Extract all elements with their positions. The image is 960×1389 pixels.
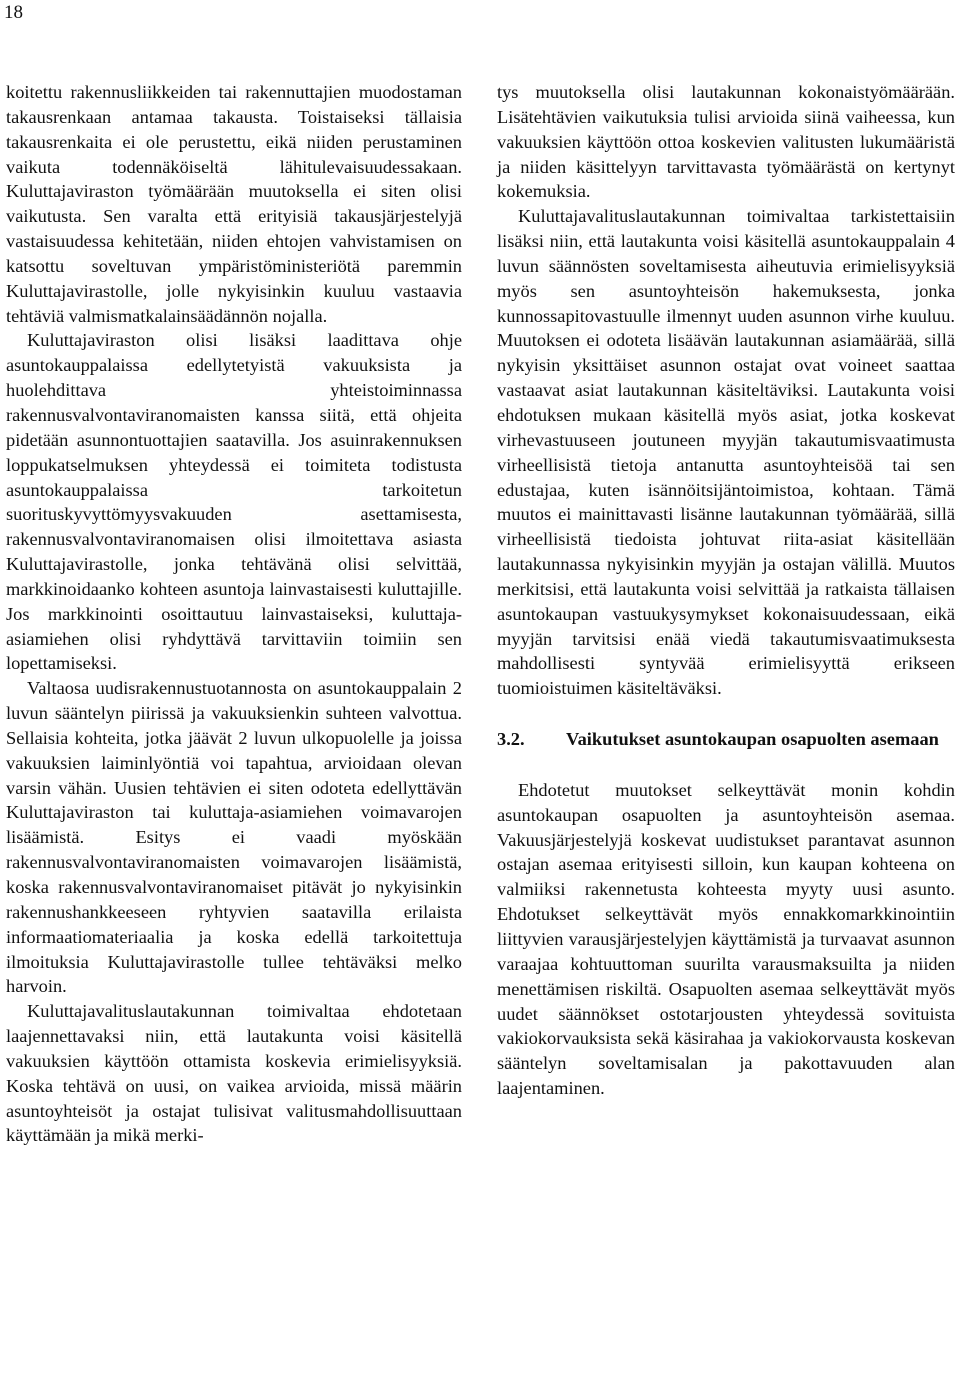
right-paragraph-3: Ehdotetut muutokset selkeyttävät monin kohdin asuntokaupan osapuolten ja asuntoyhteisön asemaa. Vakuusjärjestelyjä koskevat uudistukset parantavat asunnon ostajan asemaa erityisesti silloin, kun kaupan kohteena on valmiiksi rakennetusta kohteesta myyty uusi asunto. Ehdotukset selkeyttävät myös ennakkomarkkinointiin liittyvien varausjärjestelyjen käyttämistä ja turvaavat asunnon varaajaa kohtuuttoman suurilta varausmaksuilta ja niiden menettämisen riskiltä. Osapuolten asemaa selkeyttävät myös uudet säännökset ostotarjousten yhteydessä sovituista vakiokorvauksista sekä käsirahaa ja vakiokorvausta koskevan sääntelyn soveltamisalan ja pakottavuuden alan laajentaminen.	[497, 779, 955, 1099]
right-paragraph-2: Kuluttajavalituslautakunnan toimivaltaa tarkistettaisiin lisäksi niin, että lautakunta voisi käsitellä asuntokauppalain 4 luvun säännösten soveltamisesta aiheutuvia erimielisyyksiä myös sen asuntoyhteisön hakemuksesta, jonka kunnossapitovastuulle ilmennyt uuden asunnon virhe kuuluu. Muutoksen ei odoteta lisäävän lautakunnan asiamäärää, sillä nykyisin yksittäiset asunnon ostajat ovat voineet saattaa vastaavat asiat lautakunnan käsiteltäviksi. Lautakunta voisi ehdotuksen mukaan käsitellä myös asiat, jotka koskevat virhevastuuseen joutuneen myyjän takautumisvaatimusta virheellisistä tietoja antanutta asuntoyhteisöä tai sen edustajaa, kuten isännöitsijäntoimistoa, kohtaan. Tämä muutos ei mainittavasti lisänne lautakunnan työmäärää, sillä virheellisistä tiedoista johtuvat riita-asiat käsitellään lautakunnassa nykyisinkin myyjän ja ostajan välillä. Muutos merkitsisi, että lautakunta voisi selvittää ja ratkaista tällaisen asuntokaupan vastuukysymykset kokonaisuudessaan, eikä myyjän tarvitsisi enää viedä takautumisvaatimuksesta mahdollisesti syntyvää erimielisyyttä erikseen tuomioistuimen käsiteltäväksi.	[497, 206, 955, 699]
left-text-column	[6, 80, 462, 1148]
right-text-column	[497, 80, 955, 1101]
left-paragraph-3: Valtaosa uudisrakennustuotannosta on asuntokauppalain 2 luvun sääntelyn piirissä ja vakuuksienkin suhteen valvottua. Sellaisia kohteita, jotka jäävät 2 luvun ulkopuolelle ja joissa vakuuksien laiminlyöntiä voi tapahtua, arvioidaan olevan varsin vähän. Uusien tehtävien ei siten odoteta edellyttävän Kuluttajaviraston tai kuluttaja-asiamiehen voimavarojen lisäämistä. Esitys ei vaadi myöskään rakennusvalvontaviranomaisten voimavarojen lisäämistä, koska rakennusvalvontaviranomaiset pitävät jo nykyisinkin rakennushankkeeseen ryhtyvien saatavilla erilaista informaatiomateriaalia ja koska edellä tarkoitettuja ilmoituksia Kuluttajavirastolle tullee tehtäväksi melko harvoin.	[6, 678, 462, 997]
section-heading	[497, 727, 955, 752]
left-paragraph-2: Kuluttajaviraston olisi lisäksi laadittava ohje asuntokauppalaissa edellytetyistä vakuuksista ja huolehdittava yhteistoiminnassa rakennusvalvontaviranomaisten kanssa siitä, että ohjeita pidetään asunnontuottajien saatavilla. Jos asuinrakennuksen loppukatselmuksen yhteydessä ei toimiteta todistusta asuntokauppalaissa tarkoitetun suorituskyvyttömyysvakuuden asettamisesta, rakennusvalvontaviranomaisen olisi ilmoitettava asiasta Kuluttajavirastolle, jonka tehtävänä olisi selvittää, markkinoidaanko kohteen asuntoja lainvastaisesti kuluttajille. Jos markkinointi osoittautuu lainvastaiseksi, kuluttaja-asiamiehen olisi ryhdyttävä tarvittaviin toimiin sen lopettamiseksi.	[6, 330, 462, 674]
page-number: 18	[4, 2, 23, 23]
left-paragraph-4: Kuluttajavalituslautakunnan toimivaltaa ehdotetaan laajennettavaksi niin, että lautakunta voisi käsitellä vakuuksien käyttöön ottamista koskevia erimielisyyksiä. Koska tehtävä on uusi, on vaikea arvioida, missä määrin asuntoyhteisöt ja ostajat tulisivat valitusmahdollisuuttaan käyttämään ja mikä merki-	[6, 1001, 462, 1146]
right-paragraph-1: tys muutoksella olisi lautakunnan kokonaistyömäärään. Lisätehtävien vaikutuksia tulisi arvioida siinä vaiheessa, kun vakuuksien käyttöön ottoa koskevien valitusten lukumääristä ja niiden käsittelyyn tarvittavasta työmäärästä on kertynyt kokemuksia.	[497, 82, 955, 202]
left-paragraph-1: koitettu rakennusliikkeiden tai rakennuttajien muodostaman takausrenkaan antamaa takausta. Toistaiseksi tällaisia takausrenkaita ei ole perustettu, eikä niiden perustaminen vaikuta todennäköiseltä lähitulevaisuudessakaan. Kuluttajaviraston työmäärään muutoksella ei siten olisi vaikutusta. Sen varalta että erityisiä takausjärjestelyjä vastaisuudessa kehitetään, niiden ehtojen vahvistamisen on katsottu soveltuvan ympäristöministeriötä paremmin Kuluttajavirastolle, jolle nykyisinkin kuuluu vastaavia tehtäviä valmismatkalainsäädännön nojalla.	[6, 82, 462, 326]
section-heading-title: Vaikutukset asuntokaupan osapuolten asemaan	[566, 729, 939, 750]
section-heading-number: 3.2.	[497, 729, 525, 750]
